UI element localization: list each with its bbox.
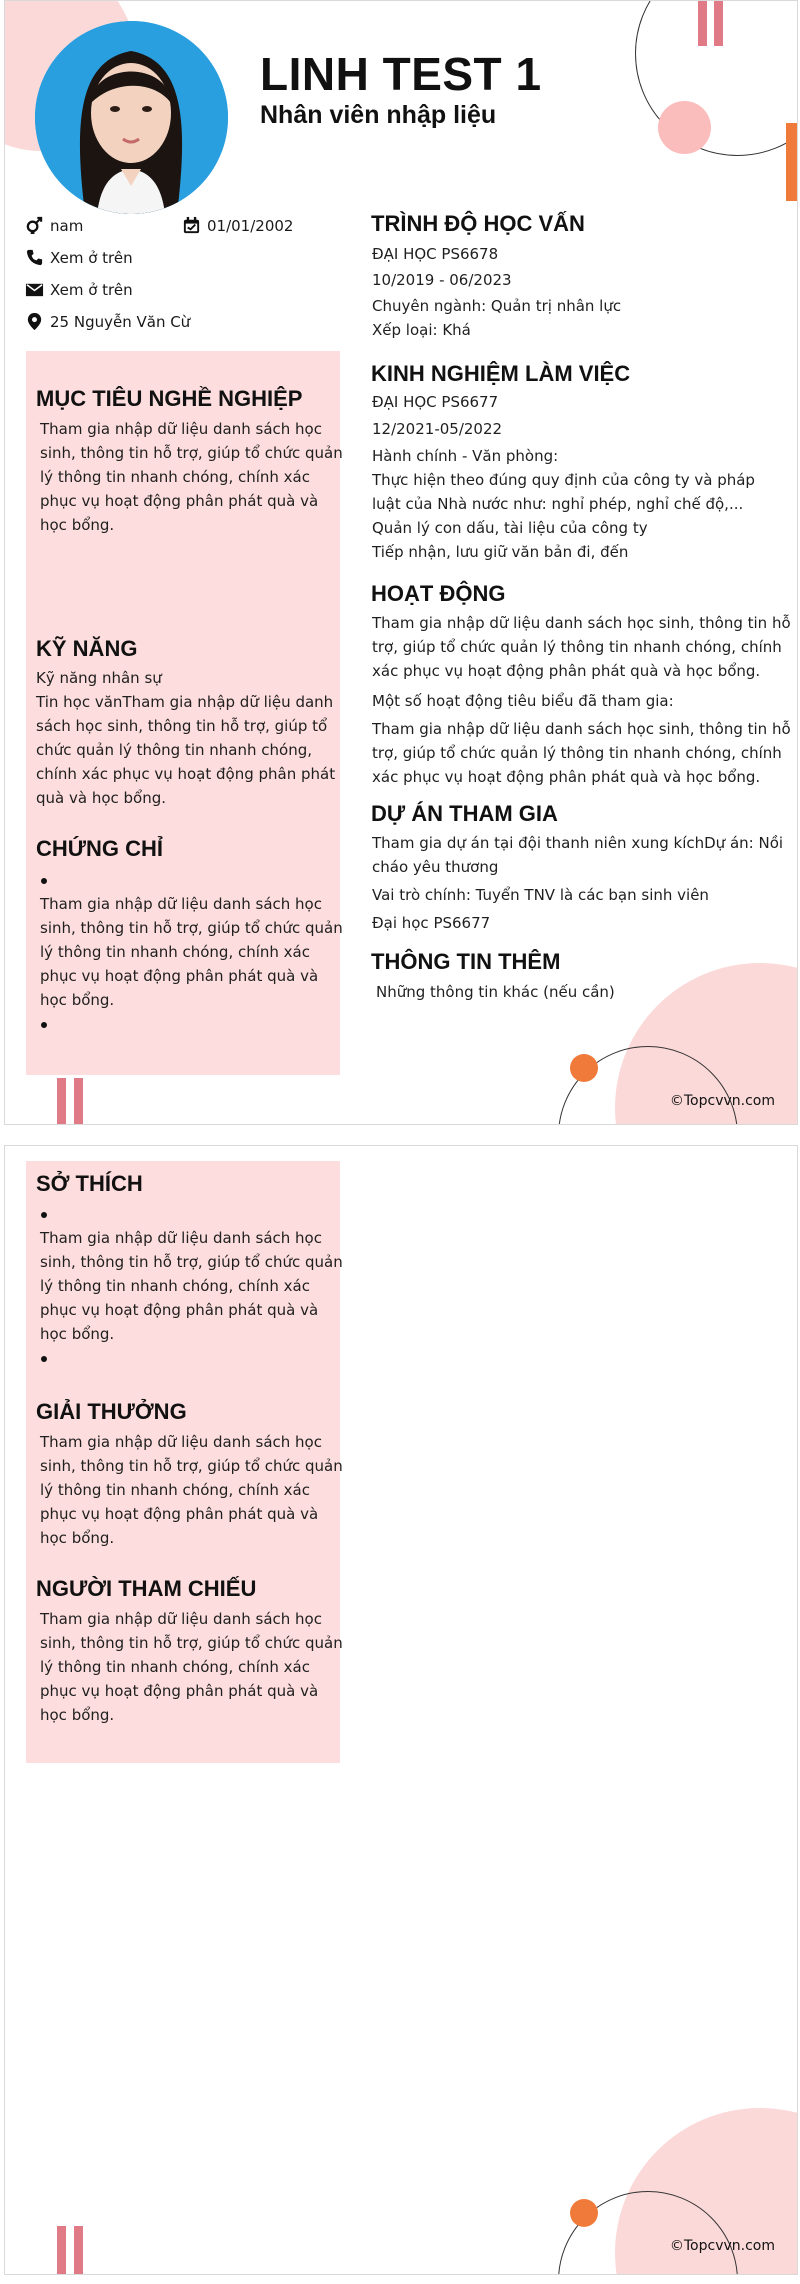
calendar-icon	[182, 216, 201, 235]
candidate-role: Nhân viên nhập liệu	[260, 101, 497, 129]
text-line: ĐẠI HỌC PS6677	[372, 393, 499, 411]
decor-bar	[74, 1078, 83, 1125]
text-line: cháo yêu thương	[372, 858, 499, 876]
contact-address	[25, 312, 190, 331]
text-line: sinh, thông tin hỗ trợ, giúp tổ chức quản	[40, 919, 343, 937]
text-line: học bổng.	[40, 516, 115, 534]
text-line: Hành chính - Văn phòng:	[372, 447, 559, 465]
contact-birthday	[182, 216, 293, 235]
text-line: lý thông tin nhanh chóng, chính xác	[40, 1658, 310, 1676]
text-line: chức quản lý thông tin nhanh chóng,	[36, 741, 312, 759]
contact-phone-value: Xem ở trên	[50, 248, 133, 267]
decor-bar	[57, 1078, 66, 1125]
activities-title: HOẠT ĐỘNG	[371, 581, 506, 606]
text-line: Tham gia dự án tại đội thanh niên xung kíchDự án: Nồi	[372, 834, 784, 852]
text-line: học bổng.	[40, 1706, 115, 1724]
text-line: Tham gia nhập dữ liệu danh sách học	[40, 420, 322, 438]
mail-icon	[25, 280, 44, 299]
contact-gender	[25, 216, 83, 235]
bullet-point	[41, 1022, 47, 1028]
activities-text	[372, 611, 791, 789]
text-line: sinh, thông tin hỗ trợ, giúp tổ chức quản	[40, 1457, 343, 1475]
decor-bar	[74, 2226, 83, 2275]
decor-orange-bar	[786, 123, 798, 201]
text-line: 10/2019 - 06/2023	[372, 271, 512, 289]
projects-title: DỰ ÁN THAM GIA	[371, 801, 558, 826]
decor-bar	[57, 2226, 66, 2275]
footer-credit: ©Topcvvn.com	[669, 1093, 775, 1109]
text-line: 12/2021-05/2022	[372, 420, 503, 438]
text-line: Một số hoạt động tiêu biểu đã tham gia:	[372, 692, 674, 710]
contact-phone	[25, 248, 133, 267]
education-text	[372, 241, 621, 343]
location-pin-icon	[25, 312, 44, 331]
text-line: trợ, giúp tổ chức quản lý thông tin nhanh chóng, chính	[372, 638, 782, 656]
text-line: xác phục vụ hoạt động phân phát quà và học bổng.	[372, 768, 761, 786]
cv-page-2	[4, 1145, 798, 2275]
text-line: Thực hiện theo đúng quy định của công ty và pháp	[372, 471, 755, 489]
text-line: học bổng.	[40, 1325, 115, 1343]
text-line: phục vụ hoạt động phân phát quà và	[40, 1301, 319, 1319]
objective-title: MỤC TIÊU NGHỀ NGHIỆP	[36, 386, 303, 411]
candidate-name: LINH TEST 1	[260, 48, 542, 100]
gender-icon	[25, 216, 44, 235]
extra-info-text	[376, 980, 615, 1004]
text-line: phục vụ hoạt động phân phát quà và	[40, 1505, 319, 1523]
text-line: quà và học bổng.	[36, 789, 167, 807]
text-line: Đại học PS6677	[372, 914, 491, 932]
contact-address-value: 25 Nguyễn Văn Cừ	[50, 312, 191, 331]
text-line: Tham gia nhập dữ liệu danh sách học	[40, 1610, 322, 1628]
text-line: lý thông tin nhanh chóng, chính xác	[40, 943, 310, 961]
text-line: chính xác phục vụ hoạt động phân phát	[36, 765, 336, 783]
text-line: Những thông tin khác (nếu cần)	[376, 983, 615, 1001]
experience-title: KINH NGHIỆM LÀM VIỆC	[371, 361, 631, 386]
text-line: lý thông tin nhanh chóng, chính xác	[40, 1277, 310, 1295]
cv-page-1	[4, 0, 798, 1125]
references-text	[40, 1607, 343, 1727]
text-line: Tham gia nhập dữ liệu danh sách học	[40, 895, 322, 913]
awards-text	[40, 1430, 343, 1550]
experience-text	[372, 390, 755, 564]
text-line: luật của Nhà nước như: nghỉ phép, nghỉ chế độ,...	[372, 495, 744, 513]
text-line: Tin học vănTham gia nhập dữ liệu danh	[36, 693, 334, 711]
text-line: sinh, thông tin hỗ trợ, giúp tổ chức quản	[40, 444, 343, 462]
avatar	[35, 21, 228, 214]
extra-info-title: THÔNG TIN THÊM	[371, 949, 561, 974]
text-line: Tham gia nhập dữ liệu danh sách học	[40, 1433, 322, 1451]
text-line: sách học sinh, thông tin hỗ trợ, giúp tổ	[36, 717, 328, 735]
text-line: trợ, giúp tổ chức quản lý thông tin nhanh chóng, chính	[372, 744, 782, 762]
hobbies-title: SỞ THÍCH	[36, 1171, 143, 1196]
avatar-portrait	[35, 21, 228, 214]
certificates-text	[40, 892, 343, 1012]
skills-text	[36, 666, 335, 810]
text-line: Quản lý con dấu, tài liệu của công ty	[372, 519, 648, 537]
phone-icon	[25, 248, 44, 267]
text-line: Tiếp nhận, lưu giữ văn bản đi, đến	[372, 543, 629, 561]
text-line: ĐẠI HỌC PS6678	[372, 245, 499, 263]
text-line: Xếp loại: Khá	[372, 321, 471, 339]
decor-dot	[570, 1054, 598, 1082]
references-title: NGƯỜI THAM CHIẾU	[36, 1576, 257, 1601]
contact-email-value: Xem ở trên	[50, 280, 133, 299]
skills-title: KỸ NĂNG	[36, 636, 138, 661]
decor-dot	[658, 101, 711, 154]
text-line: Kỹ năng nhân sự	[36, 669, 162, 687]
text-line: Vai trò chính: Tuyển TNV là các bạn sinh viên	[372, 886, 709, 904]
text-line: phục vụ hoạt động phân phát quà và	[40, 1682, 319, 1700]
objective-text	[40, 417, 343, 537]
hobbies-text	[40, 1226, 343, 1346]
text-line: học bổng.	[40, 991, 115, 1009]
projects-text	[372, 831, 783, 935]
text-line: học bổng.	[40, 1529, 115, 1547]
footer-credit: ©Topcvvn.com	[669, 2238, 775, 2254]
contact-gender-value: nam	[50, 216, 84, 235]
awards-title: GIẢI THƯỞNG	[36, 1399, 187, 1424]
text-line: Tham gia nhập dữ liệu danh sách học sinh, thông tin hỗ	[372, 720, 791, 738]
text-line: Tham gia nhập dữ liệu danh sách học sinh, thông tin hỗ	[372, 614, 791, 632]
education-title: TRÌNH ĐỘ HỌC VẤN	[371, 211, 585, 236]
text-line: xác phục vụ hoạt động phân phát quà và học bổng.	[372, 662, 761, 680]
text-line: lý thông tin nhanh chóng, chính xác	[40, 1481, 310, 1499]
text-line: Chuyên ngành: Quản trị nhân lực	[372, 297, 622, 315]
bullet-point	[41, 1356, 47, 1362]
text-line: lý thông tin nhanh chóng, chính xác	[40, 468, 310, 486]
text-line: sinh, thông tin hỗ trợ, giúp tổ chức quản	[40, 1253, 343, 1271]
decor-dot	[570, 2199, 598, 2227]
bullet-point	[41, 1212, 47, 1218]
text-line: phục vụ hoạt động phân phát quà và	[40, 492, 319, 510]
contact-email	[25, 280, 133, 299]
certificates-title: CHỨNG CHỈ	[36, 836, 164, 861]
bullet-point	[41, 878, 47, 884]
contact-birthday-value: 01/01/2002	[207, 216, 294, 235]
text-line: Tham gia nhập dữ liệu danh sách học	[40, 1229, 322, 1247]
text-line: phục vụ hoạt động phân phát quà và	[40, 967, 319, 985]
text-line: sinh, thông tin hỗ trợ, giúp tổ chức quản	[40, 1634, 343, 1652]
